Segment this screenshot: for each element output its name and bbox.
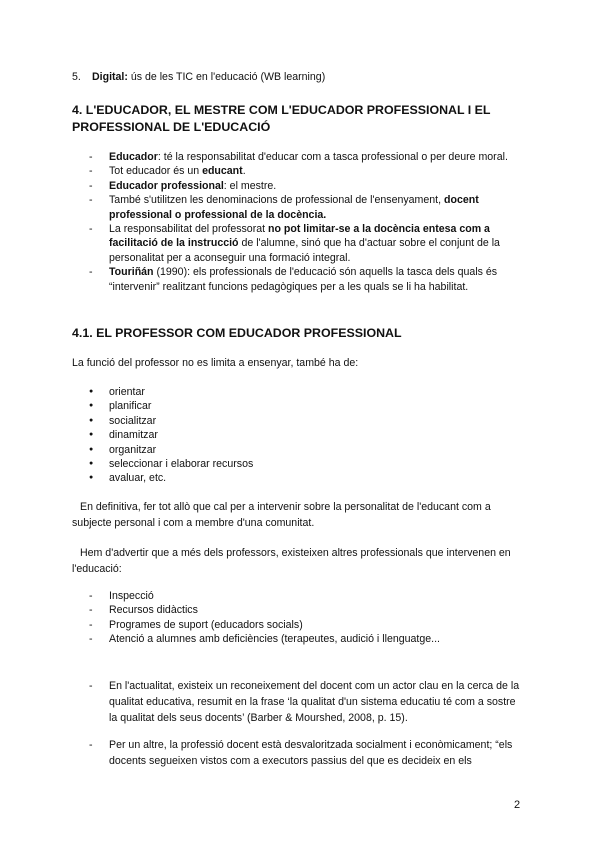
paragraph-definitiva: En definitiva, fer tot allò que cal per a intervenir sobre la personalitat de l'educant com a subjecte personal i com a membre d'una comunitat. bbox=[72, 501, 491, 530]
list-item: - En l'actualitat, existeix un reconeixement del docent com un actor clau en la cerca de la qualitat educativa, resumit en la frase ‘la qualitat d'un sistema educatiu té com a sostre la qualitat dels seus docents’ (Barber & Mourshed, 2008, p. 15). bbox=[72, 678, 520, 726]
list-item: ● socialitzar bbox=[72, 414, 520, 428]
section-4-heading bbox=[72, 102, 520, 136]
list-item: - La responsabilitat del professorat no pot limitar-se a la docència entesa com a facilitació de la instrucció de l'alumne, sinó que ha d'actuar sobre el conjunt de la personalitat per a aconseguir una formació integral. bbox=[72, 222, 520, 265]
list-item: - Tot educador és un educant. bbox=[72, 164, 520, 178]
list-item: ● seleccionar i elaborar recursos bbox=[72, 457, 520, 471]
paragraph-advertir: Hem d'advertir que a més dels professors, existeixen altres professionals que intervenen en l'educació: bbox=[72, 547, 511, 576]
list-item: - Educador: té la responsabilitat d'educar com a tasca professional o per deure moral. bbox=[72, 150, 520, 164]
list-item: ● avaluar, etc. bbox=[72, 471, 520, 485]
section-4-heading-line1: 4. L'EDUCADOR, EL MESTRE COM L'EDUCADOR PROFESSIONAL I EL bbox=[72, 103, 491, 117]
item-text: ús de les TIC en l'educació (WB learning) bbox=[127, 71, 326, 83]
functions-list bbox=[72, 385, 520, 486]
section-4-list bbox=[72, 150, 520, 294]
section-4-heading-line2: PROFESSIONAL DE L'EDUCACIÓ bbox=[72, 120, 271, 134]
list-item: - Touriñán (1990): els professionals de l'educació són aquells la tasca dels quals és “intervenir” realitzant funcions pedagògiques per a les quals se li ha habilitat. bbox=[72, 265, 520, 294]
list-item: - Educador professional: el mestre. bbox=[72, 179, 520, 193]
list-item: - Programes de suport (educadors socials) bbox=[72, 618, 520, 632]
list-item: - Inspecció bbox=[72, 589, 520, 603]
list-item: - Atenció a alumnes amb deficiències (terapeutes, audició i llenguatge... bbox=[72, 632, 520, 646]
list-item: - També s'utilitzen les denominacions de professional de l'ensenyament, docent professional o professional de la docència. bbox=[72, 193, 520, 222]
item-number: 5. bbox=[72, 71, 81, 83]
item-bold-label: Digital: bbox=[92, 71, 128, 83]
list-item: ● organitzar bbox=[72, 443, 520, 457]
list-item: - Recursos didàctics bbox=[72, 603, 520, 617]
section-4-1-heading: 4.1. EL PROFESSOR COM EDUCADOR PROFESSIONAL bbox=[72, 326, 402, 340]
list-item: - Per un altre, la professió docent està desvaloritzada socialment i econòmicament; “els docents segueixen vistos com a executors passius del que es decideix en els bbox=[72, 737, 520, 769]
note-list-2 bbox=[72, 737, 520, 769]
list-item: ● planificar bbox=[72, 399, 520, 413]
intro-text: La funció del professor no es limita a ensenyar, també ha de: bbox=[72, 357, 359, 369]
list-item: ● orientar bbox=[72, 385, 520, 399]
list-item: ● dinamitzar bbox=[72, 428, 520, 442]
page-number: 2 bbox=[514, 799, 521, 811]
numbered-item-digital bbox=[72, 70, 520, 84]
note-list-1 bbox=[72, 678, 520, 726]
other-professionals-list bbox=[72, 589, 520, 647]
